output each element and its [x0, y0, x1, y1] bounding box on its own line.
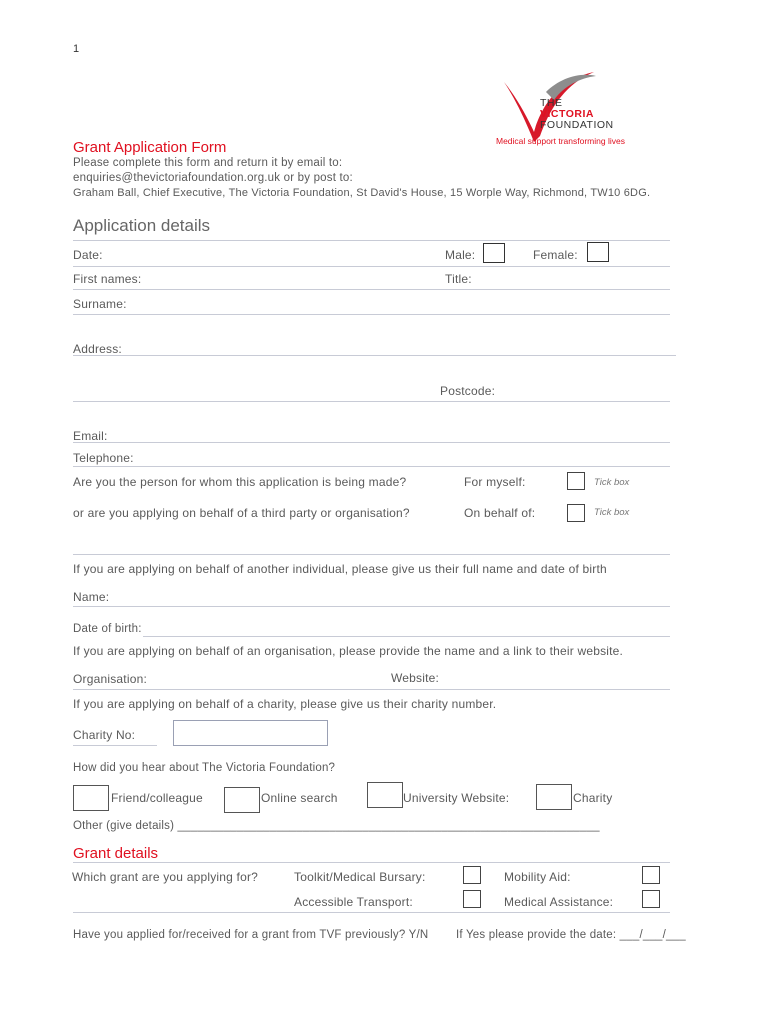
intro-line-3: Graham Ball, Chief Executive, The Victoria Foundation, St David's House, 15 Worple Way, Richmond, TW10 6DG. — [73, 187, 651, 199]
logo-tagline: Medical support transforming lives — [496, 136, 625, 146]
telephone-field-line[interactable] — [73, 466, 670, 467]
toolkit-checkbox[interactable] — [463, 866, 481, 884]
for-myself-checkbox[interactable] — [567, 472, 585, 490]
first-names-field-line[interactable] — [73, 289, 670, 290]
intro-line-2: enquiries@thevictoriafoundation.org.uk or by post to: — [73, 172, 353, 184]
divider — [73, 554, 670, 555]
organisation-label: Organisation: — [73, 672, 147, 686]
divider — [73, 912, 670, 913]
friend-colleague-checkbox[interactable] — [73, 785, 109, 811]
third-party-question: or are you applying on behalf of a third party or organisation? — [73, 506, 410, 520]
email-field-line[interactable] — [73, 442, 670, 443]
website-label: Website: — [391, 671, 440, 685]
postcode-label: Postcode: — [440, 384, 496, 398]
university-website-checkbox[interactable] — [367, 782, 403, 808]
organisation-field-line[interactable] — [73, 689, 670, 690]
surname-label: Surname: — [73, 297, 127, 311]
previous-grant-question: Have you applied for/received for a grant from TVF previously? Y/N — [73, 929, 429, 941]
address-label: Address: — [73, 342, 122, 356]
transport-checkbox[interactable] — [463, 890, 481, 908]
female-label: Female: — [533, 248, 578, 262]
intro-line-1: Please complete this form and return it by email to: — [73, 157, 343, 169]
logo-line-foundation: FOUNDATION — [540, 119, 614, 131]
first-names-label: First names: — [73, 272, 142, 286]
divider — [73, 240, 670, 241]
surname-field-line[interactable] — [73, 314, 670, 315]
mobility-label: Mobility Aid: — [504, 870, 571, 884]
hear-question: How did you hear about The Victoria Foundation? — [73, 762, 336, 774]
for-myself-label: For myself: — [464, 475, 526, 489]
charity-checkbox[interactable] — [536, 784, 572, 810]
form-title: Grant Application Form — [73, 139, 227, 156]
charity-note: If you are applying on behalf of a charity, please give us their charity number. — [73, 697, 497, 711]
name-label: Name: — [73, 590, 110, 604]
divider — [73, 862, 670, 863]
tick-box-hint: Tick box — [594, 477, 630, 488]
charity-number-input[interactable] — [173, 720, 328, 746]
organisation-note: If you are applying on behalf of an organisation, please provide the name and a link to their website. — [73, 644, 624, 658]
person-question: Are you the person for whom this application is being made? — [73, 475, 407, 489]
previous-grant-date[interactable]: If Yes please provide the date: ___/___/___ — [456, 929, 686, 941]
on-behalf-label: On behalf of: — [464, 506, 536, 520]
male-checkbox[interactable] — [483, 243, 505, 263]
section-heading-application: Application details — [73, 216, 211, 235]
tick-box-hint: Tick box — [594, 507, 630, 518]
email-label: Email: — [73, 429, 108, 443]
medical-assistance-checkbox[interactable] — [642, 890, 660, 908]
charity-no-label: Charity No: — [73, 728, 136, 742]
logo-line-the: THE — [540, 97, 563, 109]
other-details-field[interactable]: Other (give details) ________________________________________________________________ — [73, 820, 600, 832]
page-number: 1 — [73, 43, 80, 55]
divider — [73, 745, 157, 746]
dob-label: Date of birth: — [73, 623, 142, 635]
individual-note: If you are applying on behalf of another individual, please give us their full name and date of birth — [73, 562, 607, 576]
name-field-line[interactable] — [73, 606, 670, 607]
female-checkbox[interactable] — [587, 242, 609, 262]
online-search-checkbox[interactable] — [224, 787, 260, 813]
medical-assistance-label: Medical Assistance: — [504, 895, 614, 909]
postcode-field-line[interactable] — [73, 401, 670, 402]
transport-label: Accessible Transport: — [294, 895, 413, 909]
university-website-label: University Website: — [403, 791, 510, 805]
charity-label: Charity — [573, 791, 613, 805]
address-field-line[interactable] — [73, 355, 676, 356]
which-grant-question: Which grant are you applying for? — [72, 870, 259, 884]
friend-colleague-label: Friend/colleague — [111, 791, 203, 805]
online-search-label: Online search — [261, 791, 338, 805]
victoria-foundation-logo — [496, 66, 650, 150]
date-field-line[interactable] — [73, 266, 670, 267]
dob-field-line[interactable] — [143, 636, 670, 637]
title-label: Title: — [445, 272, 472, 286]
telephone-label: Telephone: — [73, 451, 134, 465]
section-heading-grant: Grant details — [73, 845, 159, 862]
male-label: Male: — [445, 248, 476, 262]
logo-line-victoria: VICTORIA — [540, 108, 594, 120]
toolkit-label: Toolkit/Medical Bursary: — [294, 870, 426, 884]
date-label: Date: — [73, 248, 103, 262]
on-behalf-checkbox[interactable] — [567, 504, 585, 522]
mobility-checkbox[interactable] — [642, 866, 660, 884]
